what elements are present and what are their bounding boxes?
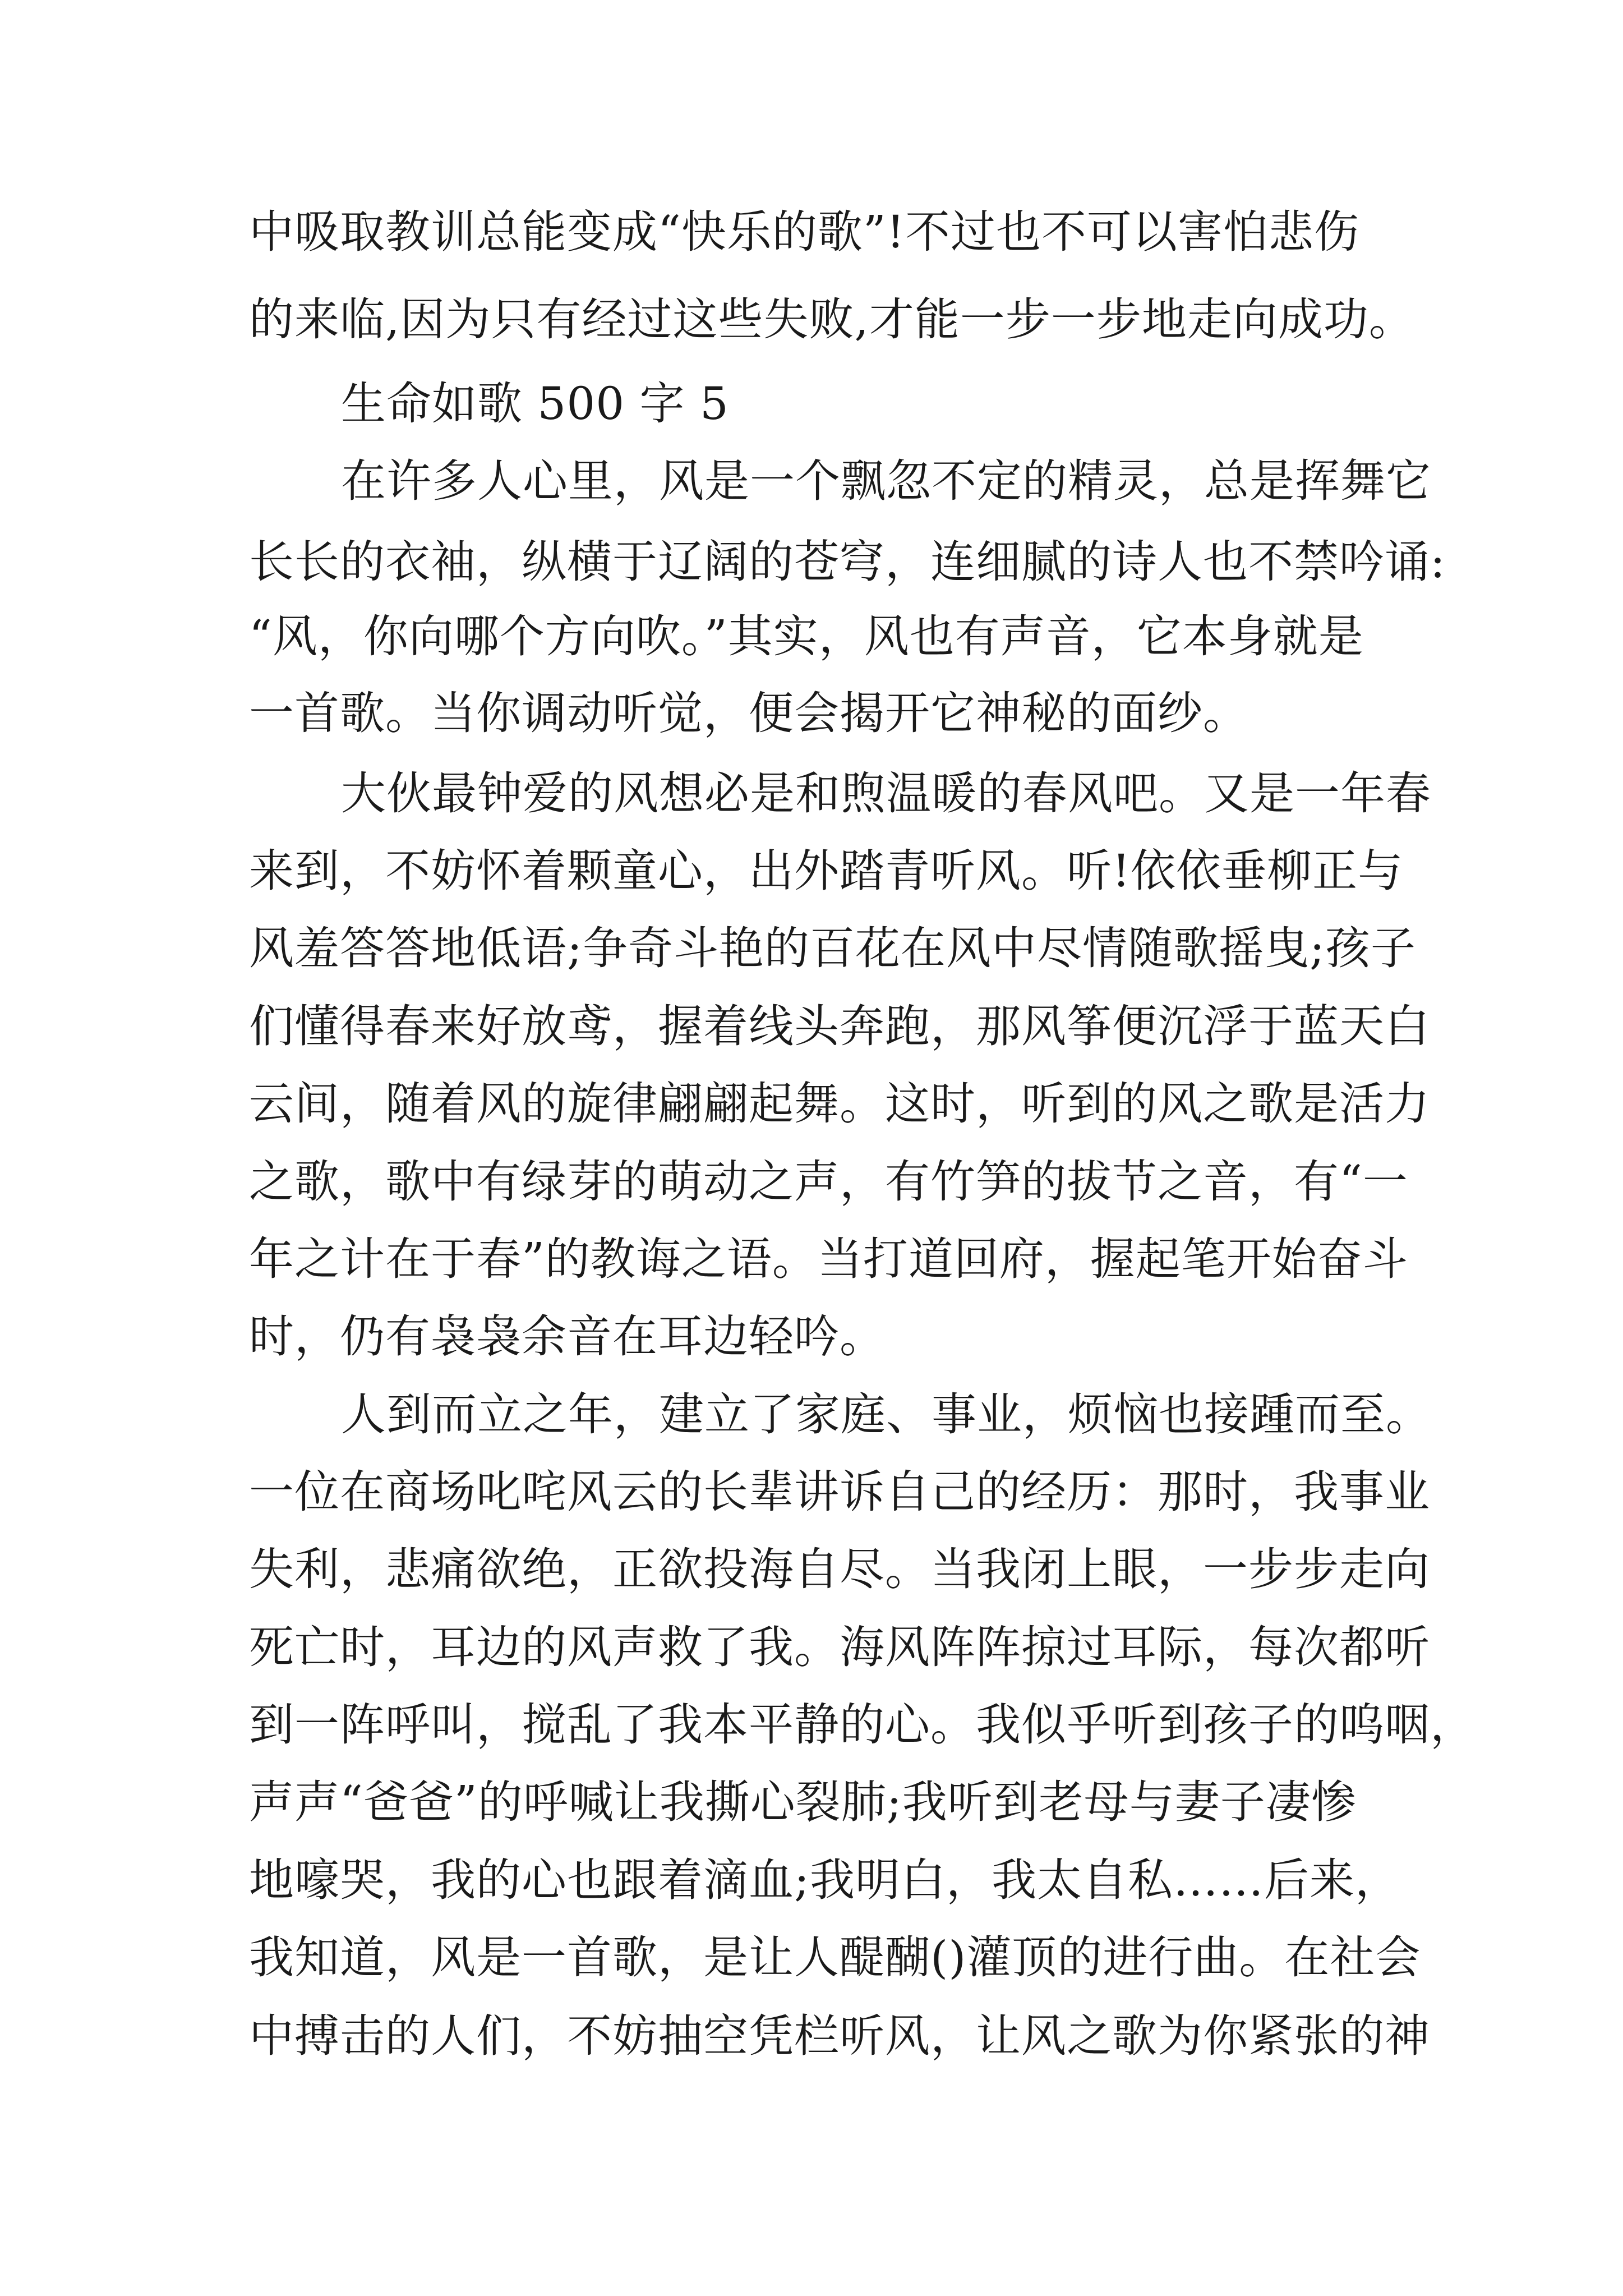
text-line: “风，你向哪个方向吹。”其实，风也有声音，它本身就是 bbox=[249, 610, 1364, 662]
text-line: 我知道，风是一首歌，是让人醍醐()灌顶的进行曲。在社会 bbox=[249, 1931, 1421, 1984]
section-heading: 生命如歌 500 字 5 bbox=[341, 378, 729, 430]
text-line: 大伙最钟爱的风想必是和煦温暖的春风吧。又是一年春 bbox=[341, 767, 1431, 820]
text-line: 来到，不妨怀着颗童心，出外踏青听风。听!依依垂柳正与 bbox=[249, 845, 1404, 897]
text-line: 年之计在于春”的教诲之语。当打道回府，握起笔开始奋斗 bbox=[249, 1233, 1408, 1285]
text-line: 时，仍有袅袅余音在耳边轻吟。 bbox=[249, 1310, 885, 1363]
text-line: 地嚎哭，我的心也跟着滴血;我明白，我太自私……后来， bbox=[249, 1854, 1400, 1906]
text-line: 失利，悲痛欲绝，正欲投海自尽。当我闭上眼，一步步走向 bbox=[249, 1543, 1430, 1595]
text-line: 风羞答答地低语;争奇斗艳的百花在风中尽情随歌摇曳;孩子 bbox=[249, 922, 1416, 974]
text-line: 在许多人心里，风是一个飘忽不定的精灵，总是挥舞它 bbox=[341, 455, 1431, 507]
text-line: 声声“爸爸”的呼喊让我撕心裂肺;我听到老母与妻子凄惨 bbox=[249, 1776, 1357, 1828]
text-line: 到一阵呼叫，搅乱了我本平静的心。我似乎听到孩子的呜咽， bbox=[249, 1699, 1476, 1751]
text-line: 一首歌。当你调动听觉，便会揭开它神秘的面纱。 bbox=[249, 687, 1248, 739]
text-line: 中吸取教训总能变成“快乐的歌”!不过也不可以害怕悲伤 bbox=[249, 206, 1359, 258]
text-line: 之歌，歌中有绿芽的萌动之声，有竹笋的拔节之音，有“一 bbox=[249, 1156, 1408, 1208]
text-line: 中搏击的人们，不妨抽空凭栏听风，让风之歌为你紧张的神 bbox=[249, 2010, 1430, 2062]
text-line: 一位在商场叱咤风云的长辈讲诉自己的经历：那时，我事业 bbox=[249, 1466, 1430, 1518]
text-line: 的来临,因为只有经过这些失败,才能一步一步地走向成功。 bbox=[249, 293, 1414, 346]
text-line: 长长的衣袖，纵横于辽阔的苍穹，连细腻的诗人也不禁吟诵: bbox=[249, 536, 1446, 588]
text-line: 云间，随着风的旋律翩翩起舞。这时，听到的风之歌是活力 bbox=[249, 1078, 1430, 1130]
text-line: 人到而立之年，建立了家庭、事业，烦恼也接踵而至。 bbox=[341, 1388, 1431, 1441]
text-line: 们懂得春来好放鸢，握着线头奔跑，那风筝便沉浮于蓝天白 bbox=[249, 1000, 1430, 1052]
text-line: 死亡时，耳边的风声救了我。海风阵阵掠过耳际，每次都听 bbox=[249, 1621, 1430, 1673]
